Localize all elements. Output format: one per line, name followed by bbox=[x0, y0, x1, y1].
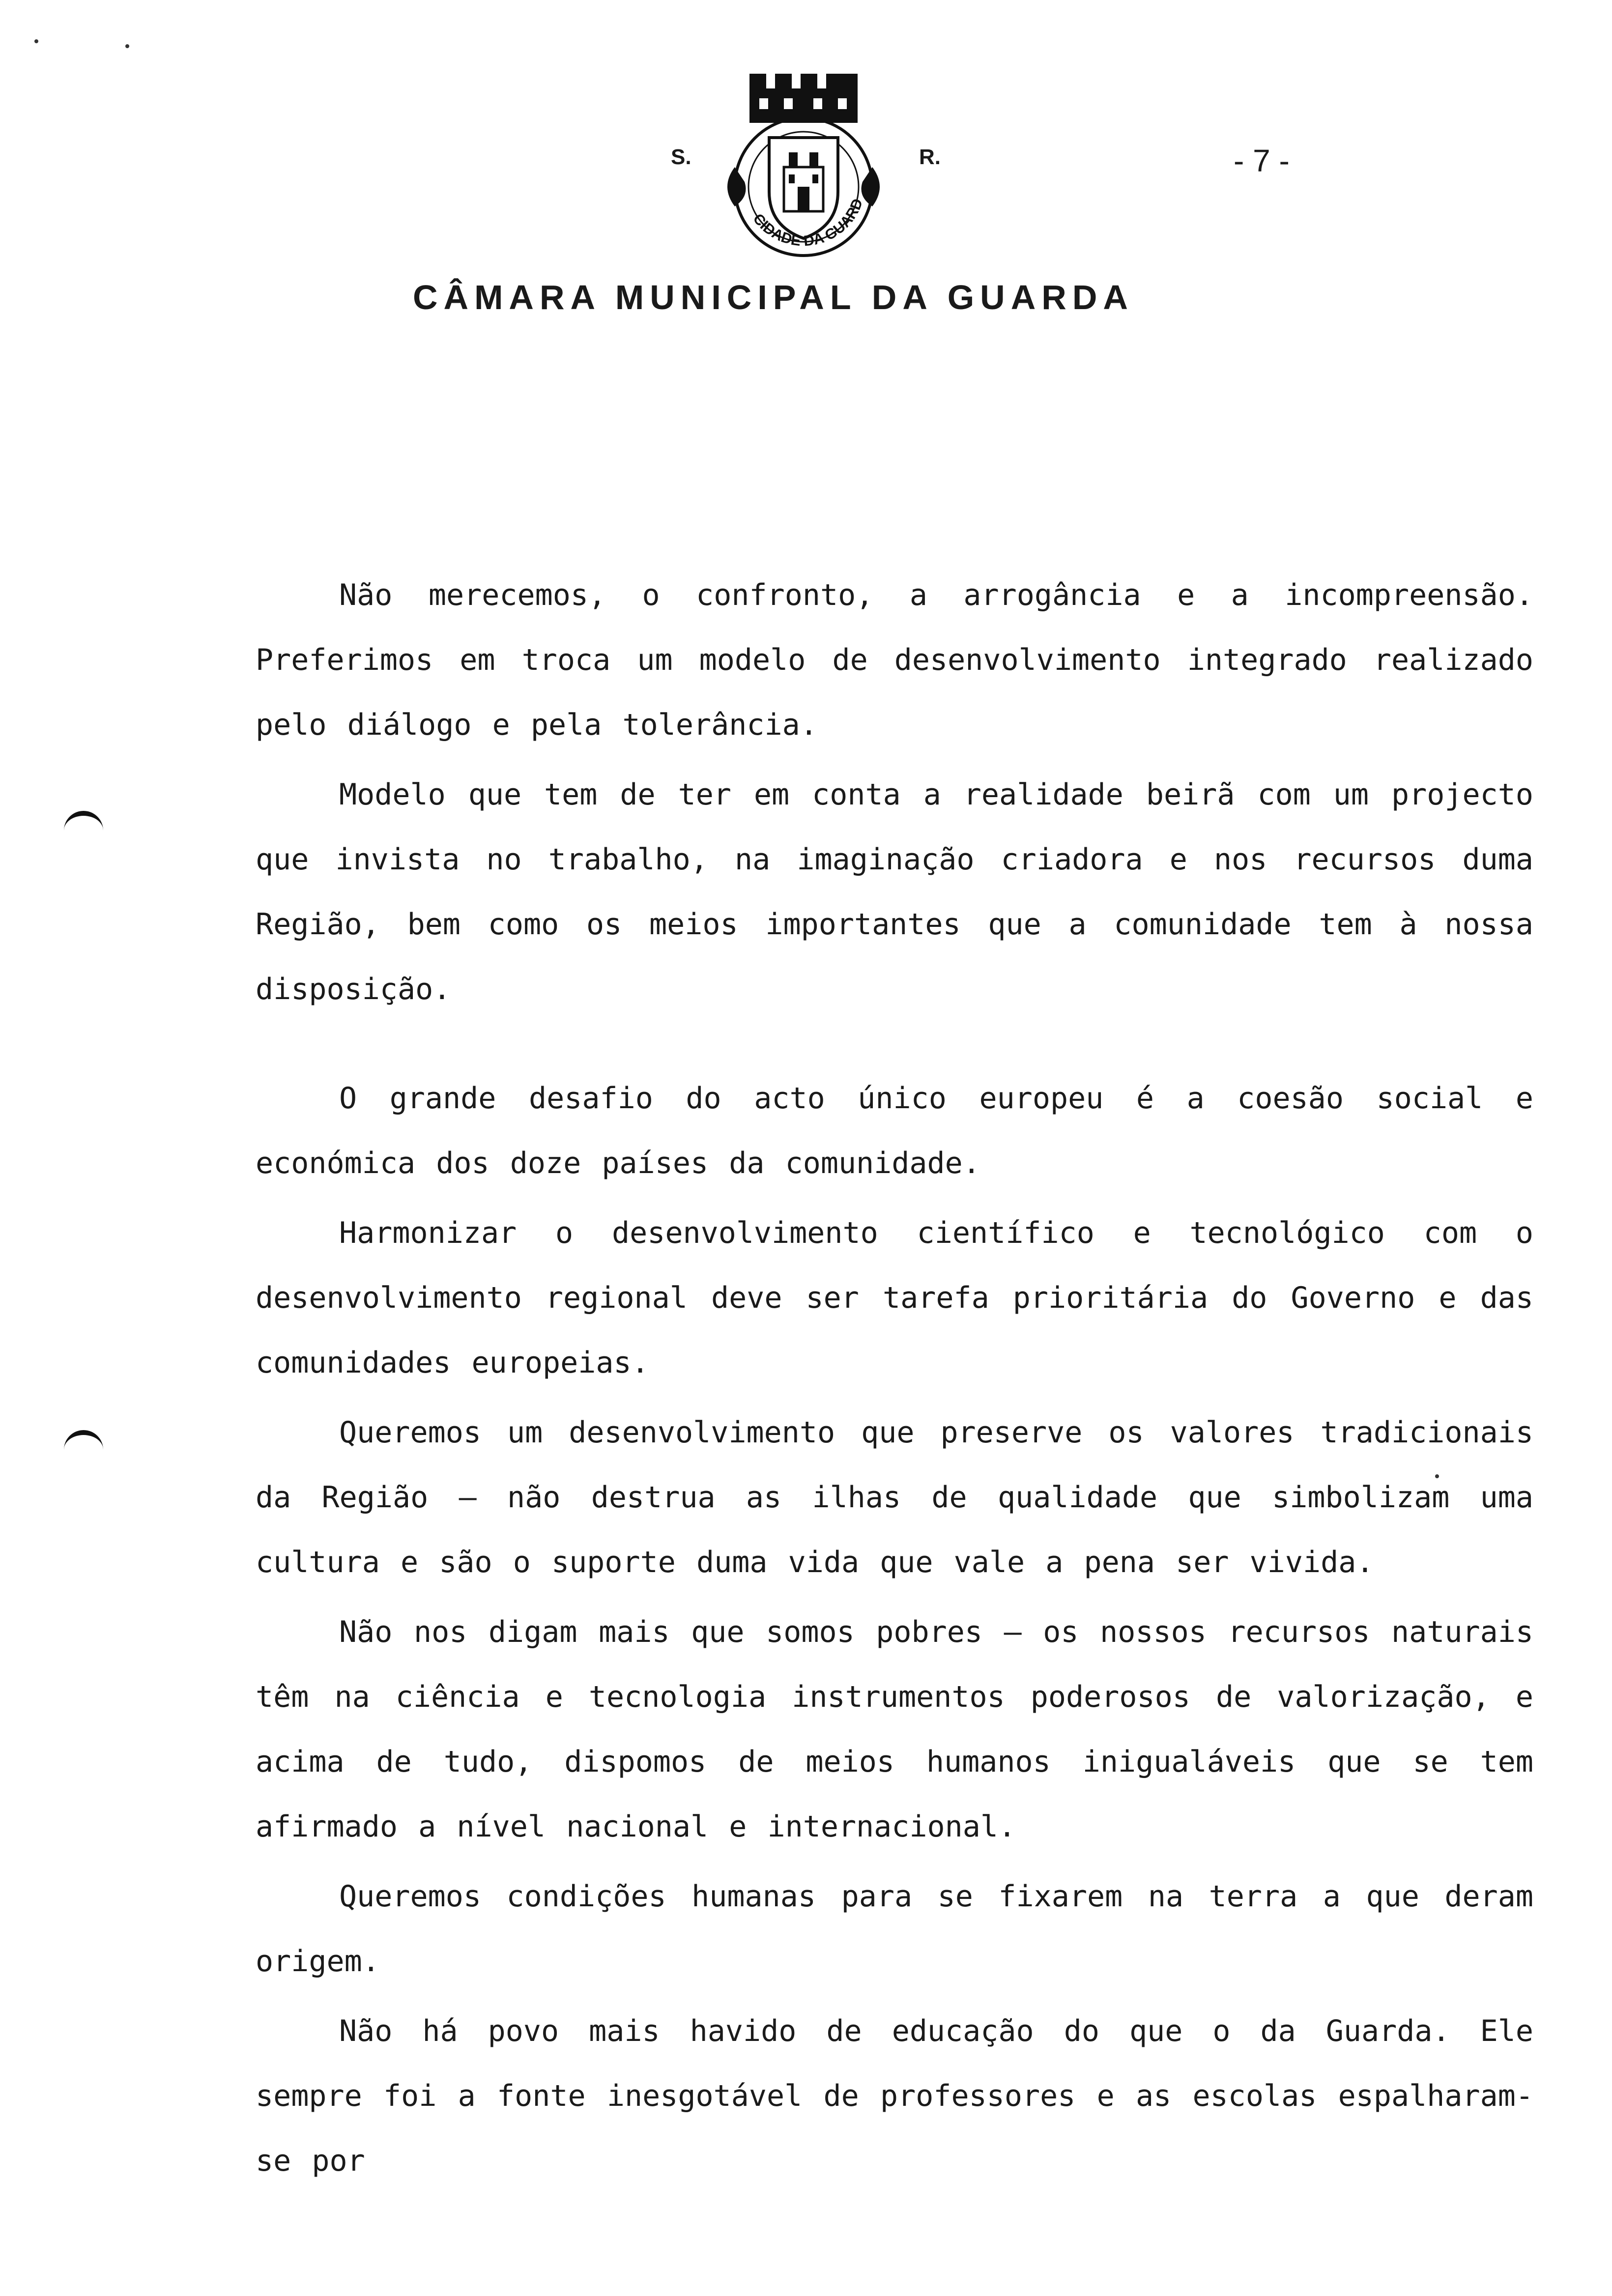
scan-speck bbox=[125, 44, 129, 48]
paragraph: Não há povo mais havido de educação do que o da Guarda. Ele sempre foi a fonte inesgotável de professores e as escolas espalharam-se por bbox=[256, 2014, 1533, 2178]
mark-left: S. bbox=[671, 145, 691, 169]
paragraph: Não merecemos, o confronto, a arrogância e a incompreensão. Preferimos em troca um modelo de desenvolvimento integrado realizado pelo diálogo e pela tolerância. bbox=[256, 578, 1533, 742]
letterhead bbox=[0, 0, 1612, 344]
scan-speck bbox=[34, 39, 38, 43]
paragraph: Modelo que tem de ter em conta a realidade beirã com um projecto que invista no trabalho, na imaginação criadora e nos recursos duma Região, bem como os meios importantes que a comunidade tem à nossa disposição. bbox=[256, 777, 1533, 1006]
mark-right: R. bbox=[919, 145, 941, 169]
paragraph: Queremos condições humanas para se fixarem na terra a que deram origem. bbox=[256, 1879, 1533, 1979]
institution-name: CÂMARA MUNICIPAL DA GUARDA bbox=[413, 278, 1134, 316]
paragraph: Não nos digam mais que somos pobres — os nossos recursos naturais têm na ciência e tecnologia instrumentos poderosos de valorização, e acima de tudo, dispomos de meios humanos inigualáveis que se tem afirmado a nível nacional e internacional. bbox=[256, 1615, 1533, 1844]
city-crest-icon bbox=[715, 69, 892, 260]
binder-hole-mark bbox=[64, 811, 103, 835]
crest-text: CIDADE DA GUARD bbox=[749, 196, 866, 250]
page-number: - 7 - bbox=[1234, 143, 1290, 178]
letter-body bbox=[256, 563, 1533, 2193]
paragraph: Queremos um desenvolvimento que preserve os valores tradicionais da Região — não destrua as ilhas de qualidade que simbolizam uma cultura e são o suporte duma vida que vale a pena ser vivida. bbox=[256, 1415, 1533, 1579]
paragraph: O grande desafio do acto único europeu é a coesão social e económica dos doze países da comunidade. bbox=[256, 1081, 1533, 1180]
binder-hole-mark bbox=[64, 1430, 103, 1455]
paragraph: Harmonizar o desenvolvimento científico e tecnológico com o desenvolvimento regional deve ser tarefa prioritária do Governo e das comunidades europeias. bbox=[256, 1216, 1533, 1380]
